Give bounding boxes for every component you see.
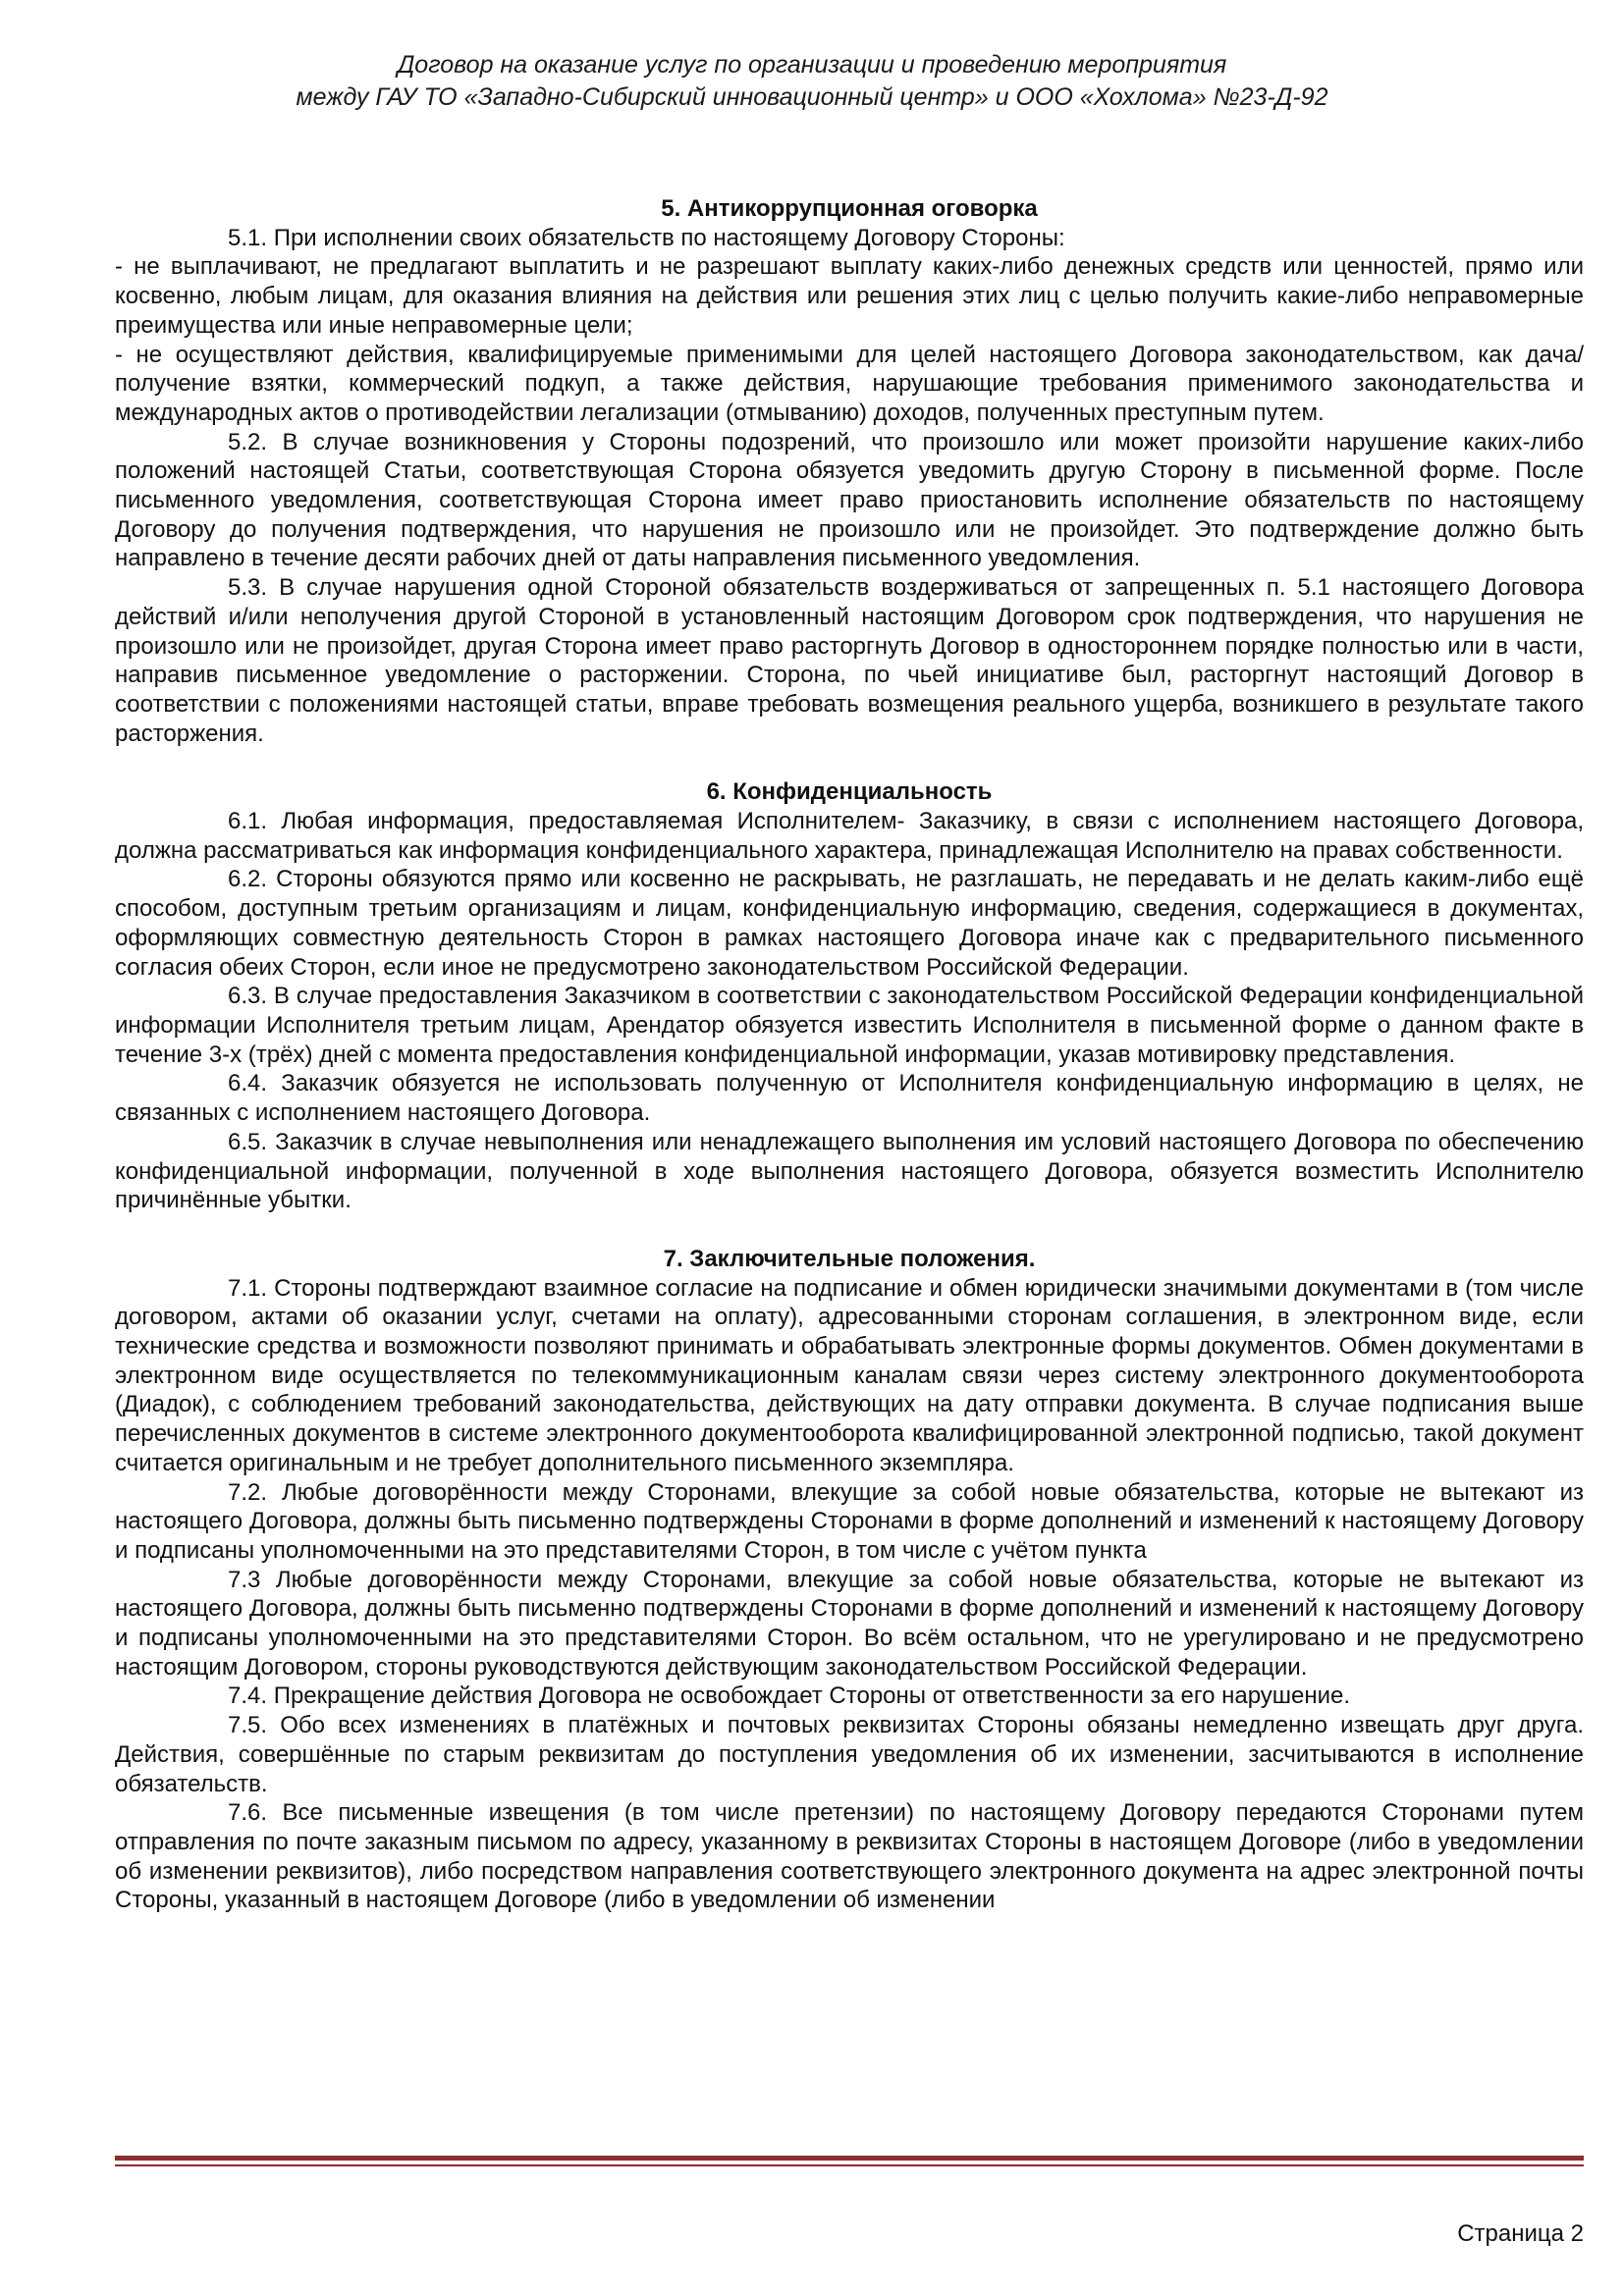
clause-7-4: 7.4. Прекращение действия Договора не освобождает Стороны от ответственности за его нарушение.	[228, 1682, 1351, 1710]
document-body	[115, 194, 1584, 1915]
footer-rule-thin	[115, 2164, 1584, 2166]
clause-5-2: 5.2. В случае возникновения у Стороны подозрений, что произошло или может произойти нарушение каких-либо положений настоящей Статьи, соответствующая Сторона обязуется уведомить другую Сторону в письменной форме. После письменного уведомления, соответствующая Сторона имеет право приостановить исполнение обязательств по настоящему Договору до получения подтверждения, что нарушения не произошло или не произойдет. Это подтверждение должно быть направлено в течение десяти рабочих дней от даты направления письменного уведомления.	[115, 428, 1584, 572]
clause-7-5: 7.5. Обо всех изменениях в платёжных и почтовых реквизитах Стороны обязаны немедленно извещать друг друга. Действия, совершённые по старым реквизитам до поступления уведомления об их изменении, засчитываются в исполнение обязательств.	[115, 1712, 1584, 1797]
clause-6-4: 6.4. Заказчик обязуется не использовать полученную от Исполнителя конфиденциальную информацию в целях, не связанных с исполнением настоящего Договора.	[115, 1070, 1584, 1127]
section-title-final-provisions: 7. Заключительные положения.	[663, 1245, 1036, 1272]
header-line-1: Договор на оказание услуг по организации и проведению мероприятия	[397, 51, 1227, 79]
clause-6-1: 6.1. Любая информация, предоставляемая Исполнителем- Заказчику, в связи с исполнением настоящего Договора, должна рассматриваться как информация конфиденциального характера, принадлежащая Исполнителю на правах собственности.	[115, 808, 1584, 864]
document-header	[0, 49, 1624, 114]
section-title-anticorruption: 5. Антикоррупционная оговорка	[661, 195, 1038, 222]
section-spacer	[115, 1215, 1584, 1245]
clause-7-3: 7.3 Любые договорённости между Сторонами, влекущие за собой новые обязательства, которые не вытекают из настоящего Договора, должны быть письменно подтверждены Сторонами в форме дополнений и изменений к настоящему Договору и подписаны уполномоченными на это представителями Сторон. Во всём остальном, что не урегулировано и не предусмотрено настоящим Договором, стороны руководствуются действующим законодательством Российской Федерации.	[115, 1566, 1584, 1681]
clause-6-5: 6.5. Заказчик в случае невыполнения или ненадлежащего выполнения им условий настоящего Договора по обеспечению конфиденциальной информации, полученной в ходе выполнения настоящего Договора, обязуется возместить Исполнителю причинённые убытки.	[115, 1128, 1584, 1214]
clause-6-2: 6.2. Стороны обязуются прямо или косвенно не раскрывать, не разглашать, не передавать и не делать каким-либо ещё способом, доступным третьим организациям и лицам, конфиденциальную информацию, сведения, содержащиеся в документах, оформляющих совместную деятельность Сторон в рамках настоящего Договора иначе как с предварительного письменного согласия обеих Сторон, если иное не предусмотрено законодательством Российской Федерации.	[115, 866, 1584, 981]
page-number: Страница 2	[1457, 2220, 1584, 2247]
header-line-2: между ГАУ ТО «Западно-Сибирский инновационный центр» и ООО «Хохлома» №23-Д-92	[296, 83, 1328, 111]
clause-6-3: 6.3. В случае предоставления Заказчиком в соответствии с законодательством Российской Федерации конфиденциальной информации Исполнителя третьим лицам, Арендатор обязуется известить Исполнителя в письменной форме о данном факте в течение 3-х (трёх) дней с момента предоставления конфиденциальной информации, указав мотивировку представления.	[115, 983, 1584, 1068]
section-spacer	[115, 748, 1584, 777]
clause-5-3: 5.3. В случае нарушения одной Стороной обязательств воздерживаться от запрещенных п. 5.1 настоящего Договора действий и/или неполучения другой Стороной в установленный настоящим Договором срок подтверждения, что нарушения не произошло или не произойдет, другая Сторона имеет право расторгнуть Договор в одностороннем порядке полностью или в части, направив письменное уведомление о расторжении. Сторона, по чьей инициативе был, расторгнут настоящий Договор в соответствии с положениями настоящей статьи, вправе требовать возмещения реального ущерба, возникшего в результате такого расторжения.	[115, 574, 1584, 747]
clause-5-1-item-2: - не осуществляют действия, квалифицируемые применимыми для целей настоящего Договора законодательством, как дача/получение взятки, коммерческий подкуп, а также действия, нарушающие требования применимого законодательства и международных актов о противодействии легализации (отмыванию) доходов, полученных преступным путем.	[115, 341, 1584, 426]
clause-5-1: 5.1. При исполнении своих обязательств по настоящему Договору Стороны:	[228, 224, 1065, 251]
clause-7-6: 7.6. Все письменные извещения (в том числе претензии) по настоящему Договору передаются Сторонами путем отправления по почте заказным письмом по адресу, указанному в реквизитах Стороны в настоящем Договоре (либо в уведомлении об изменении реквизитов), либо посредством направления соответствующего электронного документа на адрес электронной почты Стороны, указанный в настоящем Договоре (либо в уведомлении об изменении	[115, 1799, 1584, 1914]
footer-rule-thick	[115, 2156, 1584, 2161]
clause-7-2: 7.2. Любые договорённости между Сторонами, влекущие за собой новые обязательства, которые не вытекают из настоящего Договора, должны быть письменно подтверждены Сторонами в форме дополнений и изменений к настоящему Договору и подписаны уполномоченными на это представителями Сторон, в том числе с учётом пункта	[115, 1478, 1584, 1564]
footer-rule	[115, 2156, 1584, 2166]
clause-7-1: 7.1. Стороны подтверждают взаимное согласие на подписание и обмен юридически значимыми документами в (том числе договором, актами об оказании услуг, счетами на оплату), адресованными сторонам соглашения, в электронном виде, если технические средства и возможности позволяют принимать и обрабатывать электронные формы документов. Обмен документами в электронном виде осуществляется по телекоммуникационным каналам связи через систему электронного документооборота (Диадок), с соблюдением требований законодательства, действующих на дату отправки документа. В случае подписания выше перечисленных документов в системе электронного документооборота квалифицированной электронной подписью, такой документ считается оригинальным и не требует дополнительного письменного экземпляра.	[115, 1274, 1584, 1476]
section-title-confidentiality: 6. Конфиденциальность	[706, 778, 993, 806]
clause-5-1-item-1: - не выплачивают, не предлагают выплатить и не разрешают выплату каких-либо денежных средств или ценностей, прямо или косвенно, любым лицам, для оказания влияния на действия или решения этих лиц с целью получить какие-либо неправомерные преимущества или иные неправомерные цели;	[115, 253, 1584, 339]
